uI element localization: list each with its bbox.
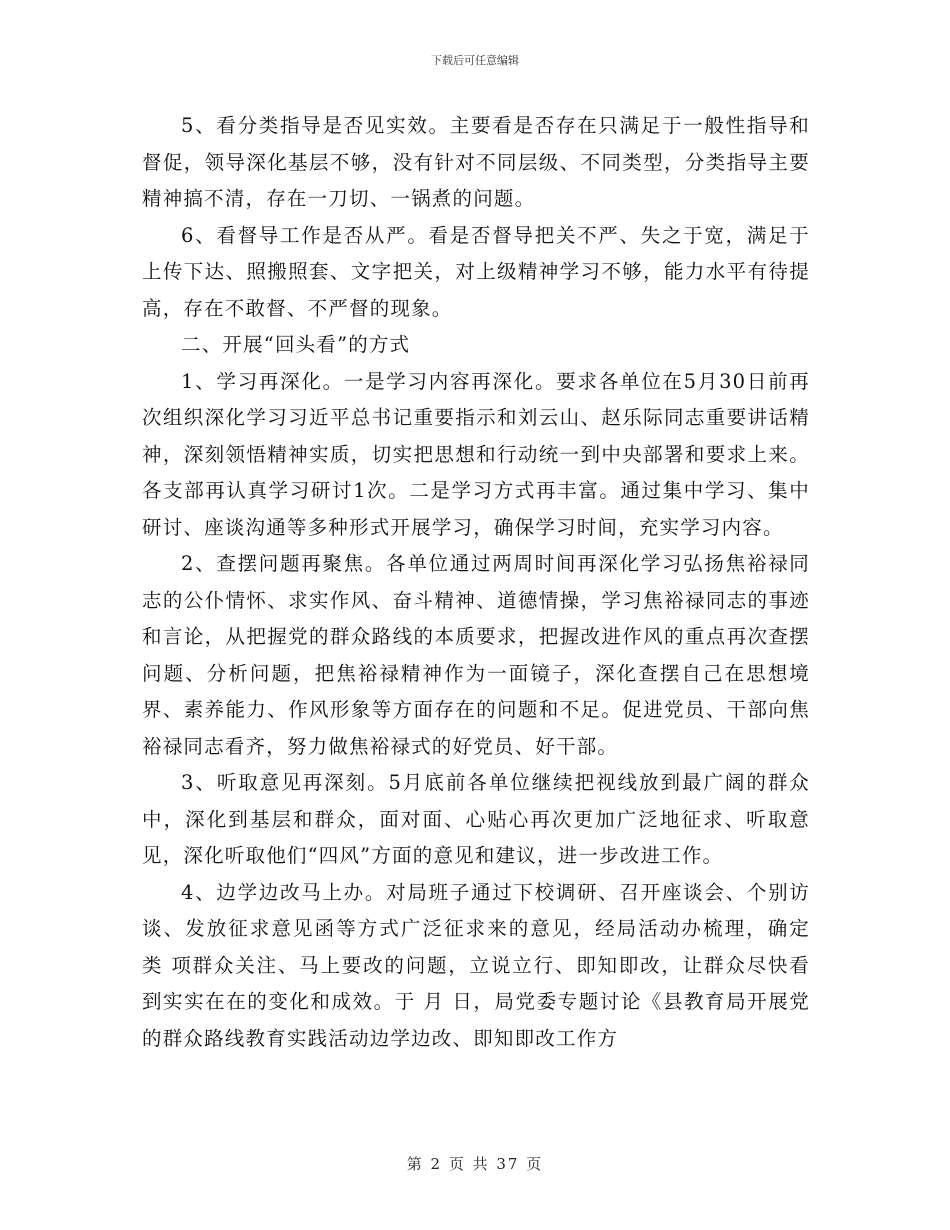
paragraph-method-3: 3、听取意见再深刻。5月底前各单位继续把视线放到最广阔的群众中，深化到基层和群众，面对面、心贴心再次更加广泛地征求、听取意见，深化听取他们“四风”方面的意见和建议，进一步改进工作。	[142, 771, 810, 867]
section-heading: 二、开展“回头看”的方式	[181, 333, 411, 356]
document-body	[142, 108, 810, 1057]
page-header: 下载后可任意编辑	[431, 54, 519, 67]
paragraph-method-4: 4、边学边改马上办。对局班子通过下校调研、召开座谈会、个别访谈、发放征求意见函等方式广泛征求来的意见，经局活动办梳理，确定 类 项群众关注、马上要改的问题，立说立行、即知即改，让群众尽快看到实实在在的变化和成效。于 月 日，局党委专题讨论《县教育局开展党的群众路线教育实践活动边学边改、即知即改工作方	[142, 880, 810, 1050]
paragraph-method-1: 1、学习再深化。一是学习内容再深化。要求各单位在5月30日前再次组织深化学习习近平总书记重要指示和刘云山、赵乐际同志重要讲话精神，深刻领悟精神实质，切实把思想和行动统一到中央部署和要求上来。各支部再认真学习研讨1次。二是学习方式再丰富。通过集中学习、集中研讨、座谈沟通等多种形式开展学习，确保学习时间，充实学习内容。	[142, 369, 810, 539]
paragraph-item-5: 5、看分类指导是否见实效。主要看是否存在只满足于一般性指导和督促，领导深化基层不够，没有针对不同层级、不同类型，分类指导主要精神搞不清，存在一刀切、一锅煮的问题。	[142, 114, 810, 210]
page-number-footer: 第 2 页 共 37 页	[406, 1155, 544, 1173]
paragraph-method-2: 2、查摆问题再聚焦。各单位通过两周时间再深化学习弘扬焦裕禄同志的公仆情怀、求实作风、奋斗精神、道德情操，学习焦裕禄同志的事迹和言论，从把握党的群众路线的本质要求，把握改进作风的重点再次查摆问题、分析问题，把焦裕禄精神作为一面镜子，深化查摆自己在思想境界、素养能力、作风形象等方面存在的问题和不足。促进党员、干部向焦裕禄同志看齐，努力做焦裕禄式的好党员、好干部。	[142, 552, 810, 758]
paragraph-item-6: 6、看督导工作是否从严。看是否督导把关不严、失之于宽，满足于上传下达、照搬照套、文字把关，对上级精神学习不够，能力水平有待提高，存在不敢督、不严督的现象。	[142, 223, 810, 320]
